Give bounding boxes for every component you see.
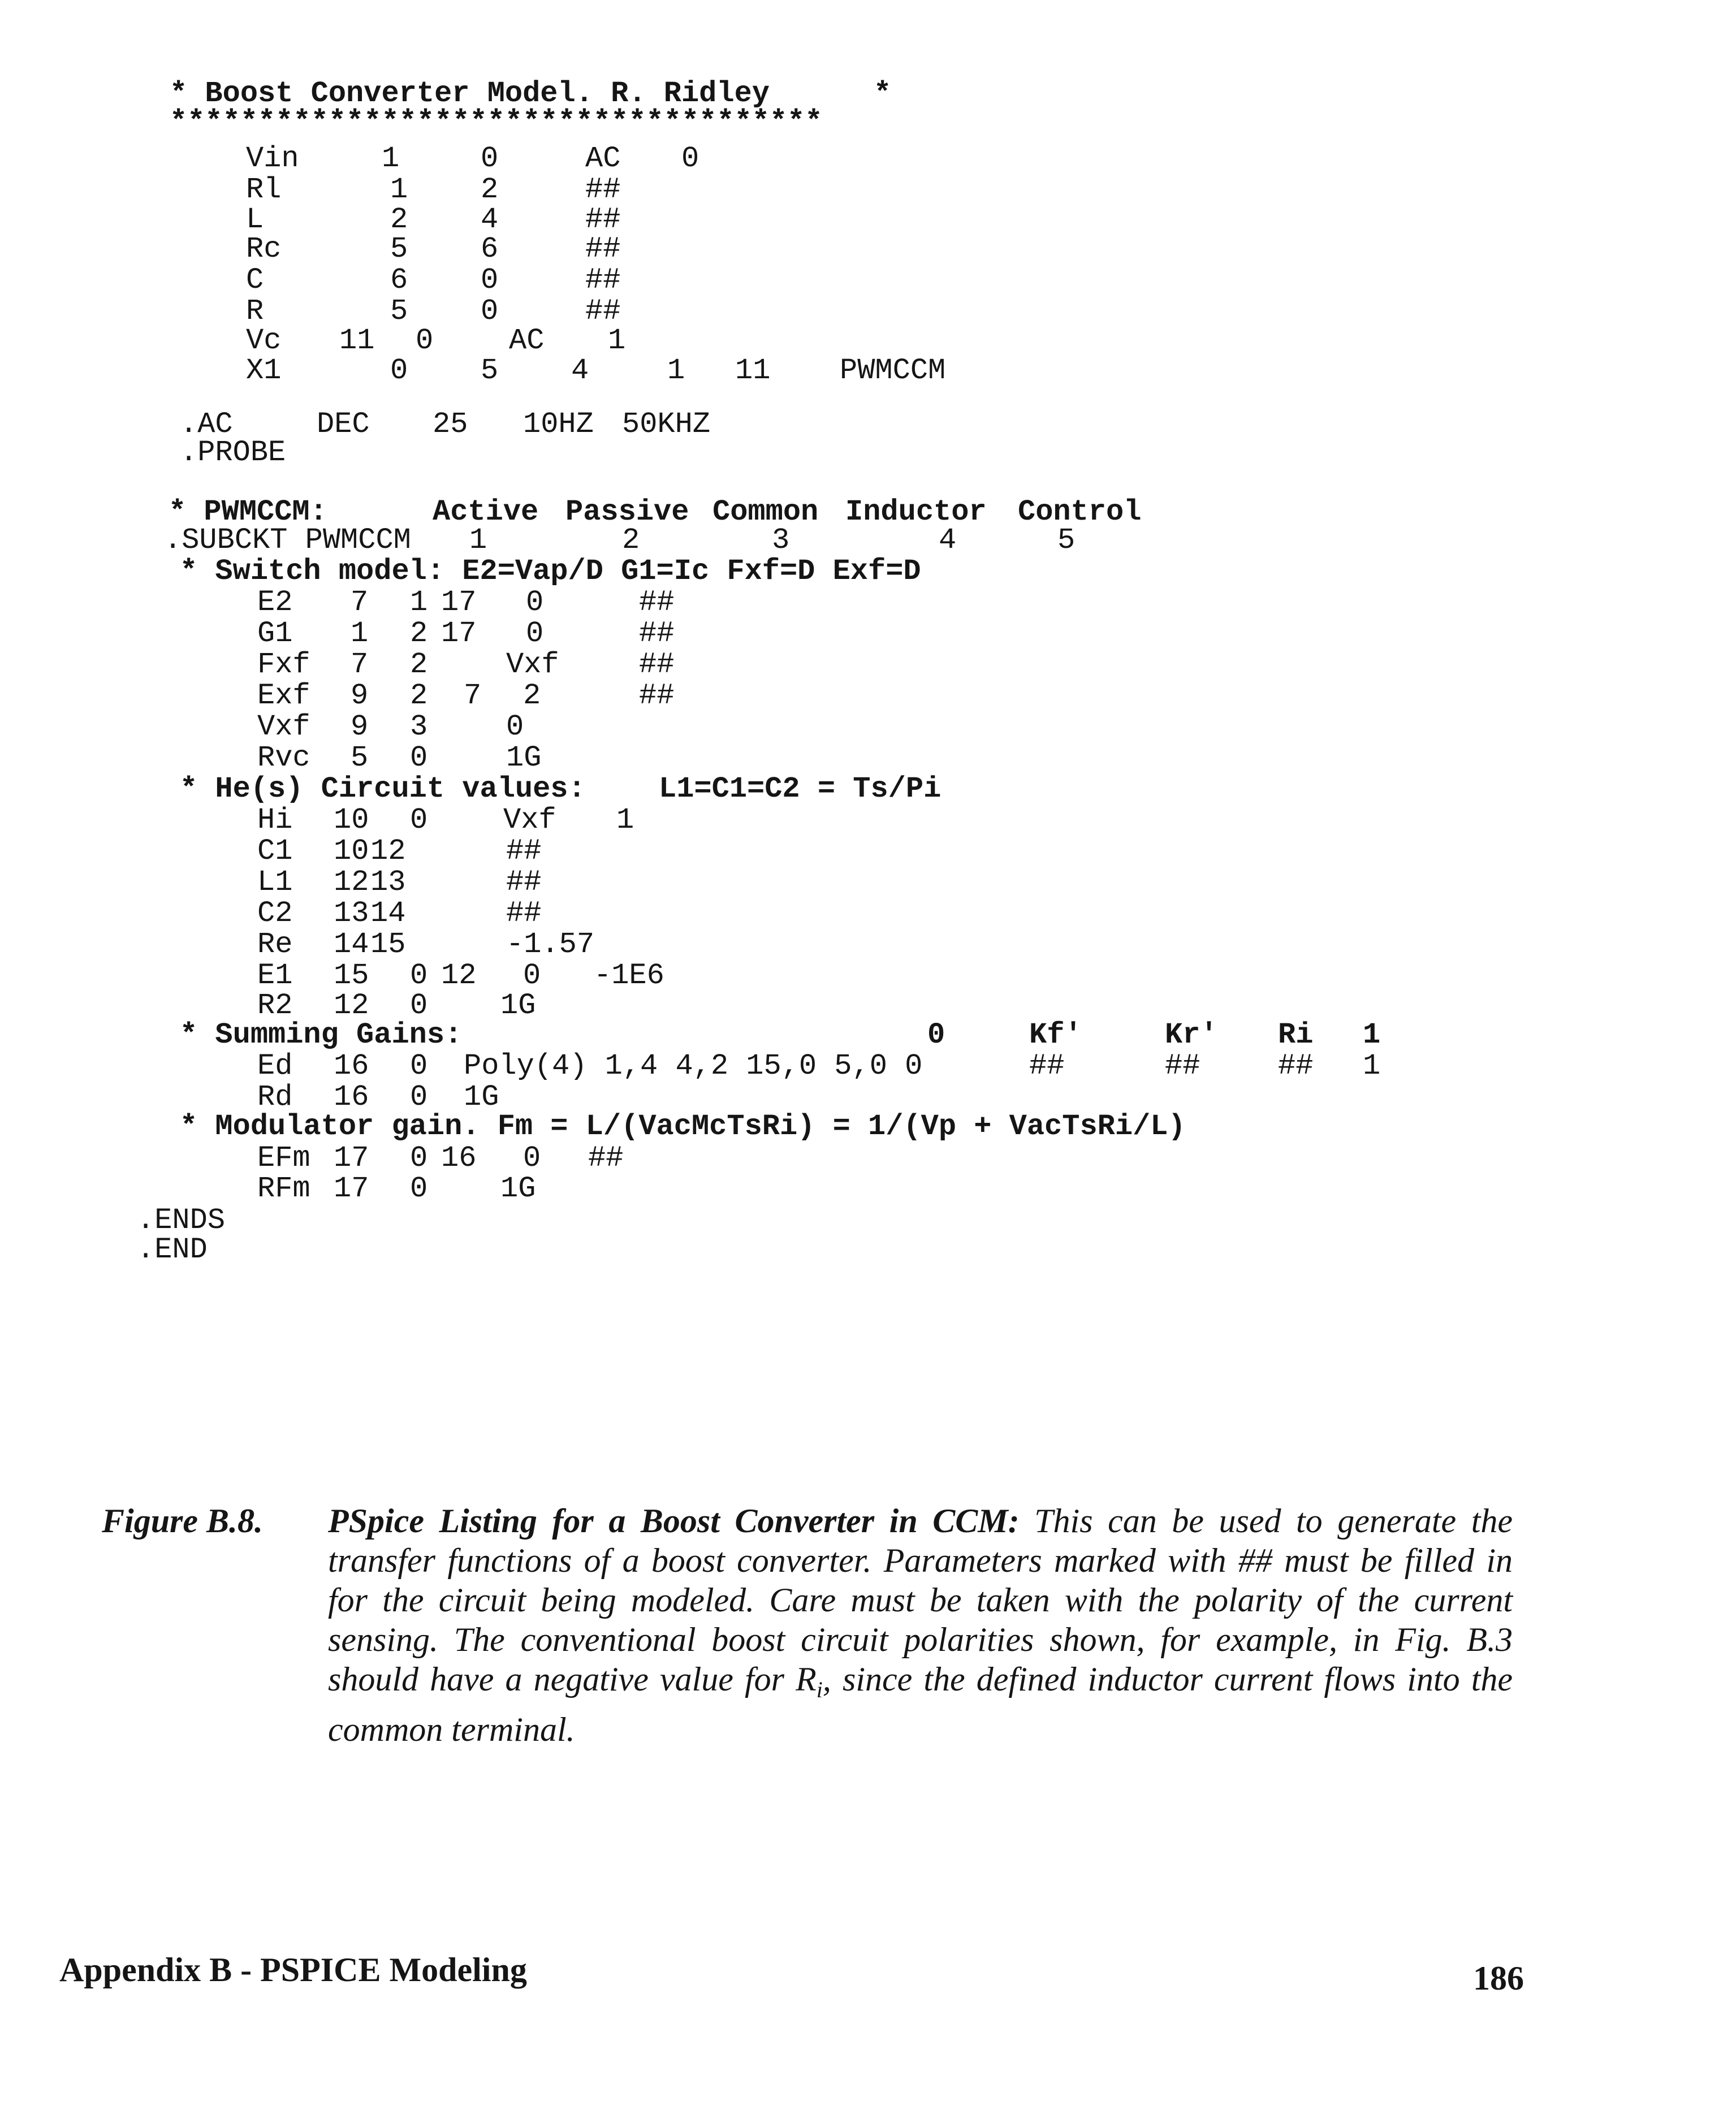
figure-label: Figure B.8. [102,1502,264,1540]
listing-token: 3 [410,710,428,743]
listing-token: ## [585,203,621,236]
listing-token: 14 [370,897,406,930]
listing-token: 4 [939,524,957,557]
listing-token: -1.57 [506,928,595,961]
listing-line [0,834,1736,869]
listing-token: .ENDS [137,1204,226,1237]
listing-token: 1G [506,741,542,775]
listing-token: 7 [464,679,482,712]
listing-line [0,1049,1736,1084]
listing-token: 1 [469,524,487,557]
listing-token: 6 [390,263,408,297]
listing-token: C [246,263,264,297]
listing-token: R [246,295,264,328]
listing-token: 1G [464,1080,499,1114]
listing-token: * Boost Converter Model. R. Ridley [170,77,770,110]
listing-token: .SUBCKT PWMCCM [164,524,411,557]
listing-token: Vxf [257,710,310,743]
listing-token: 11 [339,324,375,357]
listing-token: Vxf [506,648,559,681]
listing-token: 6 [481,232,499,266]
listing-token: 0 [390,354,408,387]
listing-token: ## [639,648,675,681]
listing-token: Ed [257,1049,293,1083]
listing-token: ## [506,866,542,899]
listing-line [0,616,1736,651]
listing-token: ## [639,617,675,650]
listing-token: 4 [571,354,589,387]
listing-token: ## [506,835,542,868]
listing-token: X1 [246,354,282,387]
listing-token: Ri [1278,1018,1314,1052]
listing-line [0,523,1736,558]
listing-line [0,435,1736,470]
listing-token: 0 [523,1142,541,1175]
listing-token: ## [1278,1049,1314,1083]
footer-section-title: Appendix B - PSPICE Modeling [59,1951,527,1988]
listing-token: E1 [257,959,293,992]
listing-token: ## [639,586,675,619]
listing-token: L [246,203,264,236]
listing-token: 1G [500,1172,536,1205]
listing-token: RFm [257,1172,310,1205]
page-number: 186 [1473,1960,1524,1997]
listing-token: ## [585,263,621,297]
listing-token: 12 [370,835,406,868]
listing-token: 0 [927,1018,945,1052]
listing-token: Hi [257,803,293,837]
listing-token: 1G [500,989,536,1022]
listing-token: 10 [334,835,369,868]
listing-token: L1=C1=C2 = Ts/Pi [659,772,942,806]
listing-token: 17 [441,586,477,619]
listing-token: ************************************* [170,105,823,139]
listing-token: 12 [334,989,369,1022]
listing-token: 5 [390,295,408,328]
listing-token: .PROBE [180,436,286,469]
listing-token: C2 [257,897,293,930]
listing-token: 1 [351,617,369,650]
listing-token: Inductor [845,495,987,529]
listing-token: 2 [622,524,640,557]
listing-token: 0 [526,586,544,619]
listing-line [0,927,1736,962]
listing-token: 2 [390,203,408,236]
listing-line [0,772,1736,807]
listing-token: * Switch model: E2=Vap/D G1=Ic Fxf=D Exf=D [180,555,921,588]
listing-token: 2 [523,679,541,712]
listing-token: 0 [410,1080,428,1114]
listing-token: 5 [390,232,408,266]
listing-token: Control [1018,495,1142,529]
listing-token: Poly(4) 1,4 4,2 15,0 5,0 0 [464,1049,923,1083]
listing-token: 14 [334,928,369,961]
listing-token: EFm [257,1142,310,1175]
listing-line [0,710,1736,745]
listing-line [0,647,1736,682]
listing-token: * [874,77,892,110]
listing-token: ## [1029,1049,1065,1083]
listing-token: 2 [410,679,428,712]
listing-token: DEC [317,408,370,441]
listing-token: 5 [1057,524,1076,557]
listing-token: .AC [180,408,233,441]
listing-token: 7 [351,648,369,681]
listing-line [0,896,1736,931]
listing-token: .END [137,1233,208,1266]
listing-token: Vxf [503,803,556,837]
listing-token: ## [506,897,542,930]
page-footer [59,1951,1530,2001]
listing-token: 11 [735,354,771,387]
listing-token: ## [585,173,621,206]
listing-token: 17 [334,1142,369,1175]
listing-token: 0 [410,1142,428,1175]
listing-line [0,263,1736,298]
listing-token: 9 [351,710,369,743]
listing-token: -1E6 [594,959,664,992]
listing-token: Rvc [257,741,310,775]
listing-token: * He(s) Circuit values: [180,772,586,806]
listing-token: 1 [616,803,634,837]
caption-subscript: i [816,1677,823,1702]
listing-token: 1 [410,586,428,619]
listing-token: Active [433,495,539,529]
listing-token: ## [585,295,621,328]
listing-token: E2 [257,586,293,619]
listing-token: 15 [370,928,406,961]
listing-token: Fxf [257,648,310,681]
listing-token: C1 [257,835,293,868]
listing-line [0,554,1736,589]
listing-line [0,232,1736,267]
listing-token: 13 [334,897,369,930]
listing-token: AC [509,324,545,357]
listing-line [0,1018,1736,1053]
listing-token: ## [639,679,675,712]
listing-line [0,1233,1736,1268]
listing-token: 17 [334,1172,369,1205]
listing-token: 2 [481,173,499,206]
listing-token: 10HZ [523,408,594,441]
listing-token: Vin [246,142,299,175]
listing-token: 1 [608,324,626,357]
listing-token: 0 [416,324,434,357]
listing-line [0,141,1736,176]
listing-token: 1 [667,354,685,387]
listing-token: 0 [481,263,499,297]
caption-body [328,1501,1513,1749]
listing-token: 0 [526,617,544,650]
listing-line [0,1109,1736,1144]
listing-token: 2 [410,648,428,681]
listing-token: 0 [681,142,699,175]
listing-token: 5 [481,354,499,387]
listing-line [0,353,1736,388]
listing-token: 16 [334,1049,369,1083]
listing-token: 16 [441,1142,477,1175]
listing-line [0,1141,1736,1176]
listing-token: 0 [410,959,428,992]
listing-line [0,741,1736,776]
listing-token: ## [588,1142,624,1175]
caption-text-part2: , since the defined inductor current flows into the common terminal. [328,1661,1513,1748]
listing-token: 0 [410,1172,428,1205]
listing-token: Rc [246,232,282,266]
caption-title: PSpice Listing for a Boost Converter in CCM: [328,1502,1020,1540]
listing-token: PWMCCM [840,354,946,387]
listing-token: 50KHZ [622,408,711,441]
listing-line [0,865,1736,900]
listing-token: 0 [481,142,499,175]
listing-token: * PWMCCM: [169,495,327,529]
listing-line [0,1171,1736,1207]
listing-token: 10 [334,803,369,837]
listing-token: 0 [410,1049,428,1083]
listing-token: 25 [433,408,468,441]
listing-token: 0 [481,295,499,328]
listing-token: 1 [390,173,408,206]
listing-token: 15 [334,959,369,992]
listing-token: 0 [523,959,541,992]
listing-token: 7 [351,586,369,619]
listing-token: 9 [351,679,369,712]
listing-token: Re [257,928,293,961]
listing-token: 1 [1363,1018,1381,1052]
listing-token: Passive [565,495,689,529]
listing-line [0,585,1736,620]
listing-token: ## [585,232,621,266]
listing-token: 1 [1363,1049,1381,1083]
listing-token: L1 [257,866,293,899]
listing-token: * Summing Gains: [180,1018,463,1052]
listing-token: Vc [246,324,282,357]
listing-token: ## [1165,1049,1200,1083]
listing-token: 5 [351,741,369,775]
listing-token: 17 [441,617,477,650]
listing-token: Exf [257,679,310,712]
listing-line [0,678,1736,714]
listing-token: 12 [334,866,369,899]
listing-token: Kf' [1029,1018,1082,1052]
listing-token: 12 [441,959,477,992]
caption-text-part1: This can be used to generate the transfer functions of a boost converter. Parameters marked with ## must be filled in for the circuit being modeled. Care must be taken with the polarity of the current sensing. The conventional boost circuit polarities shown, for example, in Fig. B.3 should have a negative value for R [328,1502,1513,1698]
listing-token: 3 [772,524,790,557]
listing-token: R2 [257,989,293,1022]
listing-token: 1 [382,142,400,175]
listing-token: 0 [410,803,428,837]
listing-token: G1 [257,617,293,650]
listing-line [0,105,1736,140]
listing-token: 4 [481,203,499,236]
listing-token: * Modulator gain. Fm = L/(VacMcTsRi) = 1/(Vp + VacTsRi/L) [180,1110,1186,1143]
listing-token: 13 [370,866,406,899]
listing-line [0,803,1736,838]
listing-token: Kr' [1165,1018,1218,1052]
listing-token: 0 [506,710,524,743]
listing-token: Rl [246,173,282,206]
listing-token: 0 [410,741,428,775]
listing-token: Common [712,495,819,529]
listing-token: AC [585,142,621,175]
listing-token: Rd [257,1080,293,1114]
listing-token: 2 [410,617,428,650]
listing-token: 16 [334,1080,369,1114]
listing-token: 0 [410,989,428,1022]
